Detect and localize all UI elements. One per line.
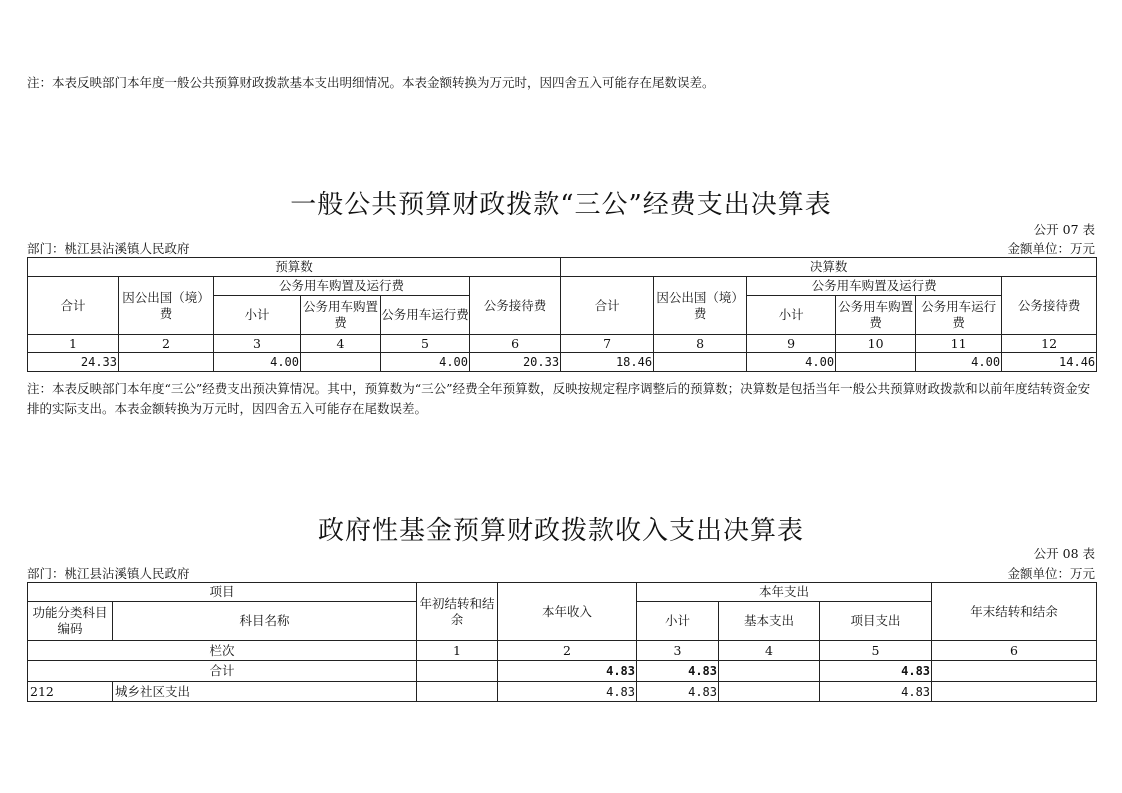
col-number: 5 [820, 641, 932, 661]
col-subtotal: 小计 [214, 296, 301, 335]
budget-header: 预算数 [28, 258, 561, 277]
row-value: 4.83 [498, 682, 637, 702]
row-name: 城乡社区支出 [113, 682, 417, 702]
col-number: 3 [637, 641, 719, 661]
col-number: 2 [498, 641, 637, 661]
col-abroad: 因公出国（境）费 [654, 277, 747, 335]
h-end: 年末结转和结余 [932, 583, 1097, 641]
value-cell: 20.33 [470, 353, 561, 372]
total-value [719, 661, 820, 682]
h-name: 科目名称 [113, 602, 417, 641]
h-project: 项目 [28, 583, 417, 602]
col-operation: 公务用车运行费 [916, 296, 1002, 335]
value-cell: 4.00 [916, 353, 1002, 372]
value-cell: 4.00 [381, 353, 470, 372]
table07-unit: 金额单位：万元 [1007, 241, 1095, 256]
col-purchase: 公务用车购置费 [836, 296, 916, 335]
col-total: 合计 [561, 277, 654, 335]
value-cell: 4.00 [747, 353, 836, 372]
table08-dept: 部门：桃江县沾溪镇人民政府 [27, 566, 190, 581]
col-number: 1 [28, 335, 119, 353]
value-cell [119, 353, 214, 372]
col-number: 9 [747, 335, 836, 353]
row-value: 4.83 [637, 682, 719, 702]
col-reception: 公务接待费 [470, 277, 561, 335]
col-abroad: 因公出国（境）费 [119, 277, 214, 335]
table07-code: 公开 07 表 [1033, 222, 1095, 237]
total-value [932, 661, 1097, 682]
total-label: 合计 [28, 661, 417, 682]
col-reception: 公务接待费 [1002, 277, 1097, 335]
col-number: 8 [654, 335, 747, 353]
value-cell: 18.46 [561, 353, 654, 372]
row-value [417, 682, 498, 702]
h-expense: 本年支出 [637, 583, 932, 602]
h-income: 本年收入 [498, 583, 637, 641]
col-number: 2 [119, 335, 214, 353]
value-cell: 4.00 [214, 353, 301, 372]
col-number: 5 [381, 335, 470, 353]
table-row [28, 682, 1097, 702]
final-header: 决算数 [561, 258, 1097, 277]
value-cell [301, 353, 381, 372]
col-purchase: 公务用车购置费 [301, 296, 381, 335]
col-number: 6 [932, 641, 1097, 661]
h-code: 功能分类科目编码 [28, 602, 113, 641]
vehicle-header: 公务用车购置及运行费 [214, 277, 470, 296]
table08 [27, 582, 1097, 702]
table08-code: 公开 08 表 [1033, 546, 1095, 561]
col-number: 7 [561, 335, 654, 353]
col-total: 合计 [28, 277, 119, 335]
h-subtotal: 小计 [637, 602, 719, 641]
col-number: 10 [836, 335, 916, 353]
value-cell [654, 353, 747, 372]
col-number: 4 [301, 335, 381, 353]
col-number: 12 [1002, 335, 1097, 353]
col-operation: 公务用车运行费 [381, 296, 470, 335]
h-begin: 年初结转和结余 [417, 583, 498, 641]
total-value: 4.83 [498, 661, 637, 682]
table08-unit: 金额单位：万元 [1007, 566, 1095, 581]
row-value: 4.83 [820, 682, 932, 702]
total-value [417, 661, 498, 682]
value-cell: 14.46 [1002, 353, 1097, 372]
col-number: 3 [214, 335, 301, 353]
table08-title: 政府性基金预算财政拨款收入支出决算表 [317, 516, 804, 546]
top-note: 注：本表反映部门本年度一般公共预算财政拨款基本支出明细情况。本表金额转换为万元时，因四舍五入可能存在尾数误差。 [27, 75, 715, 90]
col-number: 6 [470, 335, 561, 353]
col-number: 4 [719, 641, 820, 661]
row-value [932, 682, 1097, 702]
total-value: 4.83 [820, 661, 932, 682]
value-cell [836, 353, 916, 372]
row-value [719, 682, 820, 702]
col-number: 1 [417, 641, 498, 661]
vehicle-header: 公务用车购置及运行费 [747, 277, 1002, 296]
row-code: 212 [28, 682, 113, 702]
value-cell: 24.33 [28, 353, 119, 372]
h-item: 项目支出 [820, 602, 932, 641]
table07-title: 一般公共预算财政拨款“三公”经费支出决算表 [290, 190, 832, 220]
total-value: 4.83 [637, 661, 719, 682]
table07-dept: 部门：桃江县沾溪镇人民政府 [27, 241, 190, 256]
table07-note: 注：本表反映部门本年度“三公”经费支出预决算情况。其中，预算数为“三公”经费全年预算数，反映按规定程序调整后的预算数；决算数是包括当年一般公共预算财政拨款和以前年度结转资金安排的实际支出。本表金额转换为万元时，因四舍五入可能存在尾数误差。 [27, 381, 1091, 416]
row-lanci: 栏次 [28, 641, 417, 661]
table07 [27, 257, 1097, 372]
col-subtotal: 小计 [747, 296, 836, 335]
h-basic: 基本支出 [719, 602, 820, 641]
col-number: 11 [916, 335, 1002, 353]
